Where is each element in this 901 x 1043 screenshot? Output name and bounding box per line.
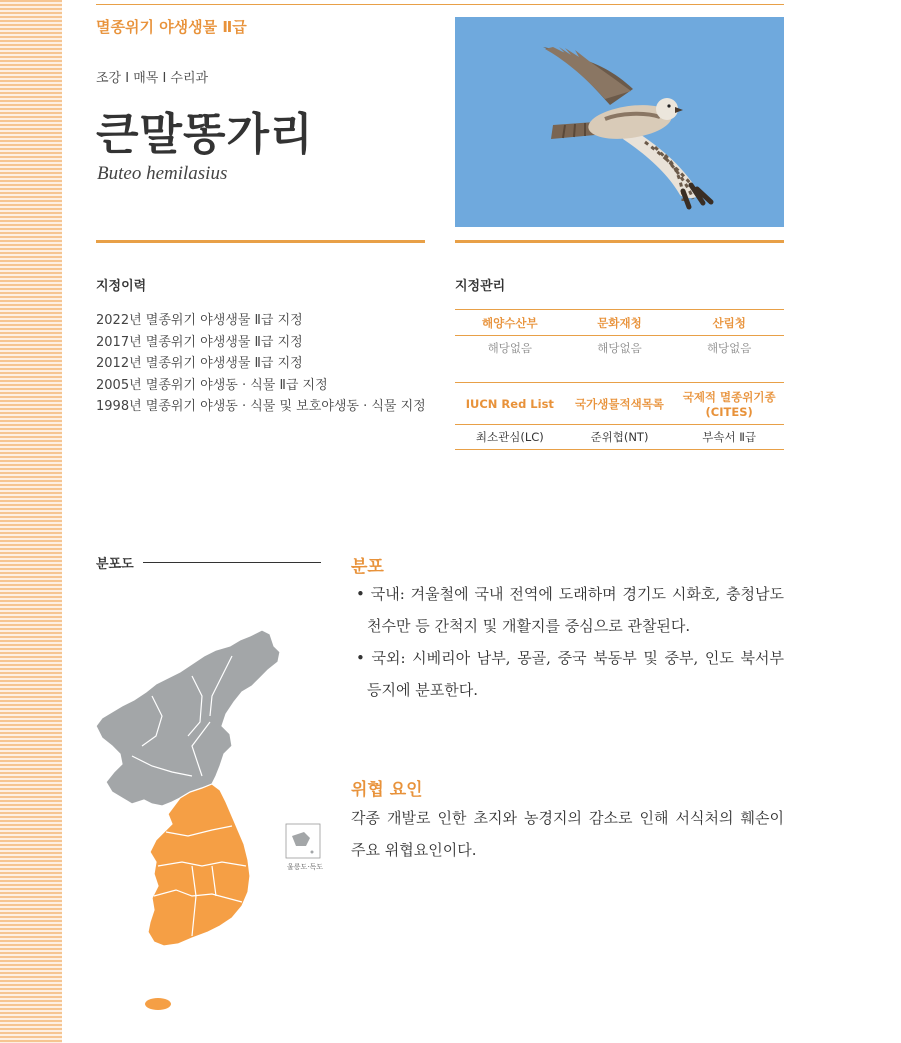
management-heading: 지정관리 (455, 279, 506, 294)
history-item: 1998년 멸종위기 야생동 · 식물 및 보호야생동 · 식물 지정 (96, 399, 426, 414)
mgmt-value: 해당없음 (597, 340, 642, 355)
threat-text: 각종 개발로 인한 초지와 농경지의 감소로 인해 서식처의 훼손이 주요 위협요인이다. (351, 809, 784, 859)
mgmt-value: 최소관심(LC) (475, 429, 544, 444)
scientific-name: Buteo hemilasius (97, 163, 228, 184)
table-bottom-rule (455, 449, 784, 450)
history-item: 2012년 멸종위기 야생생물 Ⅱ급 지정 (96, 356, 303, 371)
korea-distribution-map (92, 626, 324, 1016)
decorative-side-stripe (0, 0, 62, 1043)
inset-label: 울릉도·독도 (286, 863, 324, 871)
mgmt-value: 부속서 Ⅱ급 (702, 429, 757, 444)
distribution-bullet: • 국내: 겨울철에 국내 전역에 도래하며 경기도 시화호, 충청남도 천수만 등 간척지 및 개활지를 중심으로 관찰된다. (356, 585, 784, 635)
distribution-bullet-text: 국내: 겨울철에 국내 전역에 도래하며 경기도 시화호, 충청남도 천수만 등 간척지 및 개활지를 중심으로 관찰된다. (367, 585, 784, 635)
section-rule-right (455, 240, 784, 243)
buzzard-photo (455, 17, 784, 227)
mgmt-value: 준위협(NT) (590, 429, 649, 444)
north-korea-region (96, 630, 280, 806)
history-heading: 지정이력 (96, 279, 147, 294)
management-table-1 (455, 309, 784, 360)
taxonomy: 조강 I 매목 I 수리과 (96, 71, 209, 86)
mgmt-header-iucn: IUCN Red List (465, 396, 554, 411)
mgmt-header-forest: 산림청 (712, 315, 746, 330)
species-title: 큰말똥가리 (96, 109, 314, 160)
mgmt-value: 해당없음 (706, 340, 752, 355)
mgmt-value: 해당없음 (487, 340, 533, 355)
distribution-title: 분포 (351, 557, 384, 577)
distribution-map-rule (143, 562, 321, 563)
history-item: 2022년 멸종위기 야생생물 Ⅱ급 지정 (96, 313, 303, 328)
mgmt-header-national-redlist: 국가생물적색목록 (575, 396, 664, 411)
buzzard-illustration (455, 17, 784, 227)
history-list (96, 310, 426, 418)
mgmt-header-heritage: 문화재청 (597, 315, 642, 330)
mgmt-header-cites: 국제적 멸종위기종 (CITES) (682, 389, 776, 419)
history-item: 2017년 멸종위기 야생생물 Ⅱ급 지정 (96, 334, 303, 350)
section-rule-left (96, 240, 425, 243)
distribution-map-heading: 분포도 (96, 557, 134, 572)
top-rule (96, 4, 784, 5)
threat-title: 위협 요인 (351, 780, 423, 800)
protection-category: 멸종위기 야생생물 Ⅱ급 (96, 18, 247, 36)
distribution-bullet: • 국외: 시베리아 남부, 몽골, 중국 북동부 및 중부, 인도 북서부 등지에 분포한다. (356, 649, 784, 699)
distribution-text (351, 578, 784, 706)
jeju-island (145, 998, 171, 1010)
mgmt-header-ministry-ocean: 해양수산부 (482, 315, 538, 330)
management-table-2 (455, 382, 784, 449)
distribution-bullet-text: 국외: 시베리아 남부, 몽골, 중국 북동부 및 중부, 인도 북서부 등지에 분포한다. (367, 649, 784, 699)
history-item: 2005년 멸종위기 야생동 · 식물 Ⅱ급 지정 (96, 377, 328, 393)
